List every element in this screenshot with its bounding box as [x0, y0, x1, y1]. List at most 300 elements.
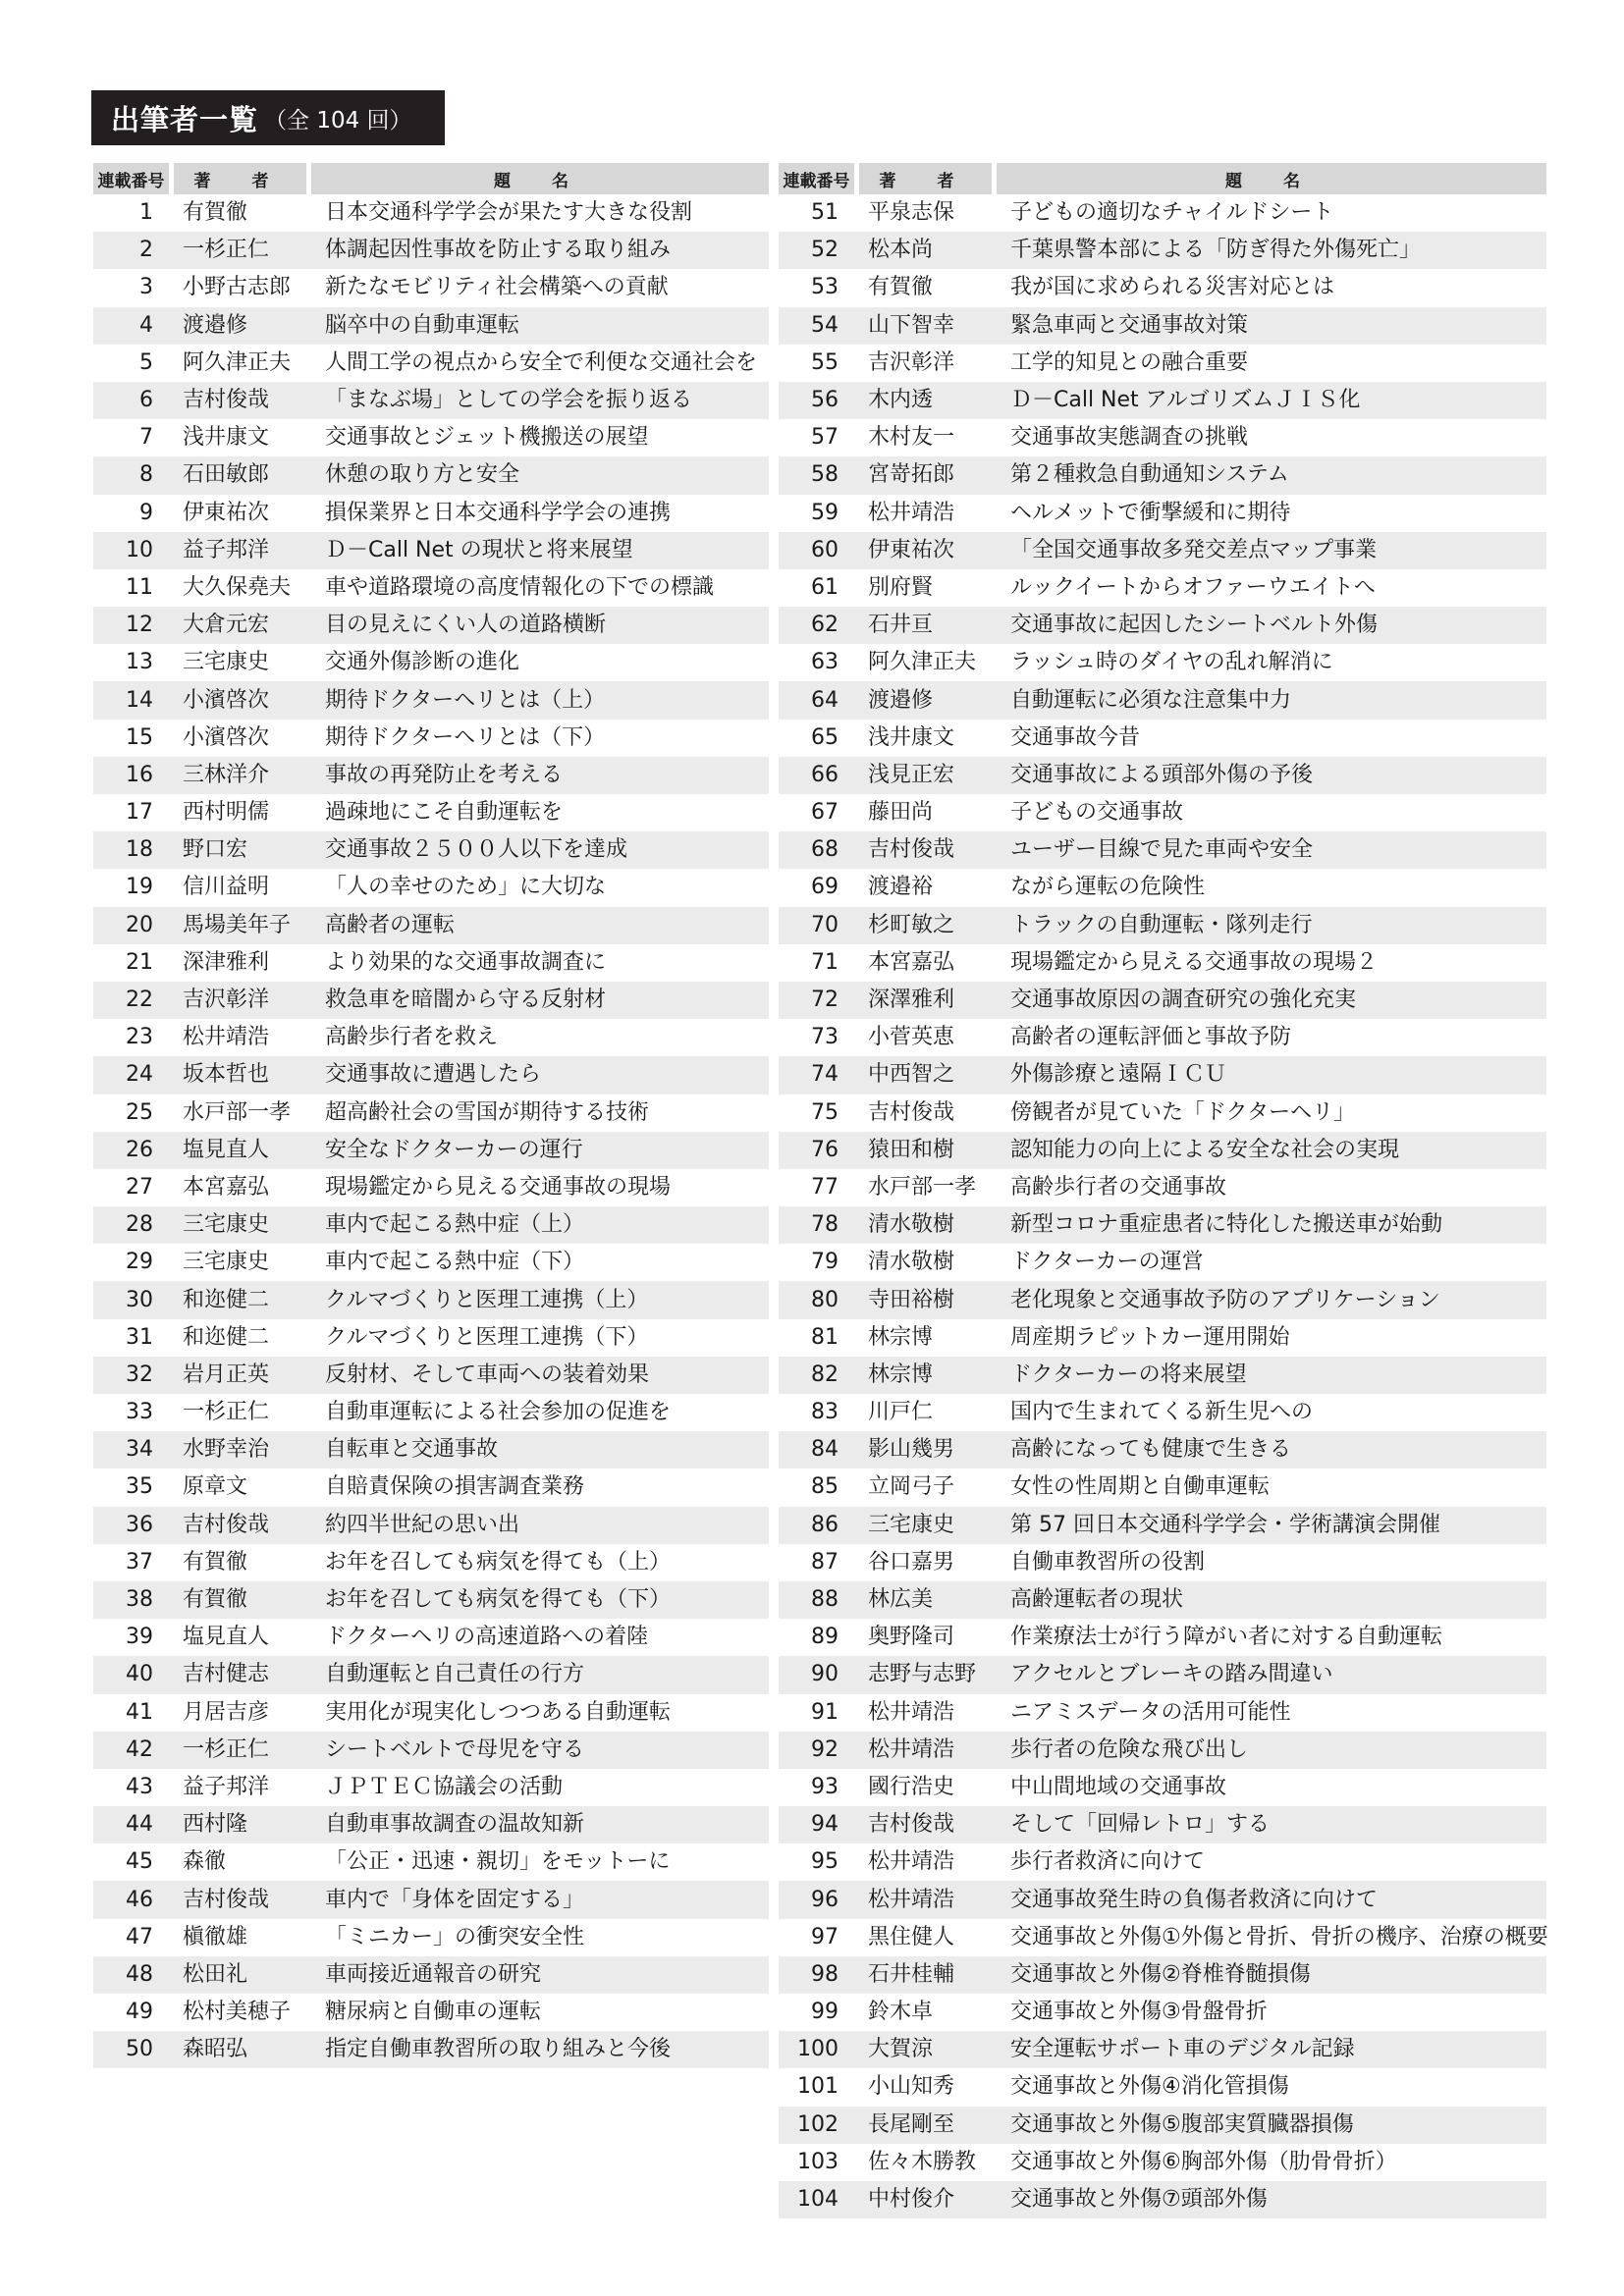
cell-author: 松井靖浩	[859, 1881, 997, 1918]
cell-title: 実用化が現実化しつつある自動運転	[325, 1699, 672, 1725]
cell-number: 103	[797, 2149, 839, 2174]
table-row	[779, 1281, 1546, 1318]
cell-number: 9	[139, 500, 153, 525]
cell-author: 益子邦洋	[174, 532, 311, 569]
cell-title: 工学的知見との融合重要	[1010, 349, 1249, 375]
cell-title: ニアミスデータの活用可能性	[1010, 1699, 1291, 1725]
cell-author: 松井靖浩	[859, 1732, 997, 1769]
cell-number: 19	[126, 875, 153, 900]
cell-number: 69	[811, 875, 839, 900]
cell-author: 寺田裕樹	[859, 1281, 997, 1318]
cell-number: 91	[811, 1699, 839, 1725]
cell-author: 吉村俊哉	[859, 1806, 997, 1843]
cell-number: 60	[779, 532, 859, 569]
cell-number: 102	[779, 2107, 859, 2144]
cell-number: 45	[126, 1849, 153, 1875]
cell-author: 大賀涼	[859, 2031, 997, 2068]
cell-number: 37	[126, 1549, 153, 1575]
cell-author: 益子邦洋	[183, 1774, 270, 1799]
cell-title: 事故の再発防止を考える	[311, 757, 769, 794]
cell-title: 目の見えにくい人の道路横断	[311, 607, 769, 644]
cell-number: 53	[811, 275, 839, 300]
cell-number: 28	[93, 1206, 174, 1244]
cell-author: 林広美	[859, 1581, 997, 1619]
cell-title: 老化現象と交通事故予防のアプリケーション	[997, 1281, 1546, 1318]
cell-title: 脳卒中の自動車運転	[311, 307, 769, 345]
cell-number: 24	[93, 1056, 174, 1094]
cell-title: 指定自働車教習所の取り組みと今後	[311, 2031, 769, 2068]
column-header-title: 題 名	[311, 163, 769, 194]
cell-number: 7	[139, 425, 153, 451]
table-row	[93, 1769, 769, 1806]
cell-number: 72	[779, 982, 859, 1019]
cell-author: 國行浩史	[868, 1774, 955, 1799]
cell-author: 原章文	[183, 1474, 248, 1500]
cell-author: 大倉元宏	[174, 607, 311, 644]
table-row	[93, 419, 769, 456]
cell-title: 現場鑑定から見える交通事故の現場２	[1010, 949, 1379, 975]
cell-author: 別府賢	[868, 574, 934, 600]
cell-author: 三宅康史	[183, 650, 270, 675]
table-row	[93, 1507, 769, 1544]
table-row	[93, 944, 769, 982]
table-row	[779, 1994, 1546, 2031]
cell-number: 97	[811, 1924, 839, 1949]
cell-author: 長尾剛至	[859, 2107, 997, 2144]
cell-number: 18	[93, 831, 174, 869]
cell-author: 森昭弘	[174, 2031, 311, 2068]
cell-number: 32	[93, 1357, 174, 1394]
cell-number: 61	[811, 574, 839, 600]
table-row	[779, 1468, 1546, 1506]
table-row	[93, 1431, 769, 1468]
cell-title: 新型コロナ重症患者に特化した搬送車が始動	[997, 1206, 1546, 1244]
cell-author: 猿田和樹	[859, 1132, 997, 1169]
cell-title: 車内で起こる熱中症（上）	[311, 1206, 769, 1244]
cell-author: 松田礼	[174, 1956, 311, 1994]
column-header-title: 題 名	[997, 163, 1546, 194]
cell-title: 交通事故今昔	[1010, 724, 1141, 750]
cell-author: 木村友一	[868, 425, 955, 451]
table-body-right	[779, 194, 1546, 2218]
cell-number: 79	[811, 1250, 839, 1275]
cell-author: 志野与志野	[859, 1656, 997, 1693]
table-row	[779, 2181, 1546, 2218]
table-row	[93, 1056, 769, 1094]
table-row	[93, 1357, 769, 1394]
cell-title: ユーザー目線で見た車両や安全	[997, 831, 1546, 869]
table-row	[93, 1619, 769, 1656]
cell-title: 体調起因性事故を防止する取り組み	[311, 232, 769, 269]
cell-author: 奥野隆司	[868, 1625, 955, 1650]
cell-author: 林宗博	[859, 1357, 997, 1394]
column-header-author: 著 者	[174, 163, 311, 194]
cell-number: 25	[126, 1099, 153, 1125]
cell-author: 槇徹雄	[183, 1924, 248, 1949]
cell-number: 2	[93, 232, 174, 269]
cell-title: 過疎地にこそ自動運転を	[325, 800, 564, 826]
cell-title: 高齢運転者の現状	[997, 1581, 1546, 1619]
cell-number: 100	[779, 2031, 859, 2068]
table-row	[779, 1431, 1546, 1468]
cell-number: 62	[779, 607, 859, 644]
cell-number: 48	[93, 1956, 174, 1994]
cell-number: 85	[811, 1474, 839, 1500]
table-row	[93, 1468, 769, 1506]
cell-author: 月居吉彦	[183, 1699, 270, 1725]
cell-title: 現場鑑定から見える交通事故の現場	[325, 1174, 672, 1200]
cell-title: 自動車事故調査の温故知新	[311, 1806, 769, 1843]
cell-author: 吉村俊哉	[174, 1507, 311, 1544]
cell-title: 期待ドクターヘリとは（下）	[325, 724, 606, 750]
cell-author: 清水敬樹	[859, 1206, 997, 1244]
cell-number: 51	[811, 200, 839, 226]
cell-title: 交通事故２５００人以下を達成	[311, 831, 769, 869]
cell-title: シートベルトで母児を守る	[311, 1732, 769, 1769]
cell-number: 35	[126, 1474, 153, 1500]
table-row	[779, 1206, 1546, 1244]
cell-number: 55	[811, 349, 839, 375]
cell-number: 81	[811, 1324, 839, 1350]
cell-title: 子どもの適切なチャイルドシート	[1010, 200, 1334, 226]
cell-number: 84	[779, 1431, 859, 1468]
cell-number: 27	[126, 1174, 153, 1200]
cell-author: 塩見直人	[183, 1625, 270, 1650]
table-row	[93, 1694, 769, 1732]
table-row	[779, 1881, 1546, 1918]
cell-number: 56	[779, 382, 859, 419]
cell-author: 鈴木卓	[868, 2000, 934, 2025]
cell-title: お年を召しても病気を得ても（下）	[311, 1581, 769, 1619]
cell-author: 石井桂輔	[859, 1956, 997, 1994]
cell-title: 交通事故と外傷⑦頭部外傷	[997, 2181, 1546, 2218]
cell-author: 小山知秀	[868, 2074, 955, 2100]
cell-title: 安全運転サポート車のデジタル記録	[997, 2031, 1546, 2068]
cell-title: 交通事故と外傷②脊椎脊髄損傷	[997, 1956, 1546, 1994]
cell-number: 8	[93, 456, 174, 494]
cell-author: 大久保堯夫	[183, 574, 292, 600]
cell-title: 第 57 回日本交通科学学会・学術講演会開催	[997, 1507, 1546, 1544]
table-row	[779, 1581, 1546, 1619]
table-row	[93, 757, 769, 794]
page-title: 出筆者一覧	[111, 102, 259, 136]
cell-number: 17	[126, 800, 153, 826]
cell-title: 自動運転と自己責任の行方	[311, 1656, 769, 1693]
cell-number: 6	[93, 382, 174, 419]
table-row	[779, 869, 1546, 906]
cell-author: 本宮嘉弘	[868, 949, 955, 975]
table-row	[93, 1244, 769, 1281]
cell-number: 47	[126, 1924, 153, 1949]
cell-author: 吉村俊哉	[859, 831, 997, 869]
cell-number: 58	[779, 456, 859, 494]
cell-title: 日本交通科学学会が果たす大きな役割	[325, 200, 693, 226]
table-row	[779, 307, 1546, 345]
table-row	[93, 1656, 769, 1693]
table-row	[93, 644, 769, 681]
cell-title: 交通外傷診断の進化	[325, 650, 520, 675]
cell-number: 16	[93, 757, 174, 794]
table-row	[93, 345, 769, 382]
cell-number: 39	[126, 1625, 153, 1650]
cell-title: ドクターカーの運営	[1010, 1250, 1204, 1275]
cell-author: 小菅英恵	[868, 1025, 955, 1050]
table-row	[93, 720, 769, 757]
author-table-left	[93, 163, 769, 2068]
cell-title: 高齢者の運転評価と事故予防	[1010, 1025, 1292, 1050]
cell-number: 65	[811, 724, 839, 750]
cell-author: 水戸部一孝	[183, 1099, 292, 1125]
cell-author: 山下智幸	[859, 307, 997, 345]
cell-title: 「公正・迅速・親切」をモットーに	[325, 1849, 671, 1875]
table-row	[779, 757, 1546, 794]
cell-author: 吉村俊哉	[174, 1881, 311, 1918]
table-row	[93, 1806, 769, 1843]
table-row	[93, 1956, 769, 1994]
cell-author: 立岡弓子	[868, 1474, 955, 1500]
table-row	[93, 794, 769, 831]
table-row	[779, 232, 1546, 269]
cell-author: 松井靖浩	[868, 1699, 955, 1725]
table-row	[779, 532, 1546, 569]
cell-author: 松本尚	[859, 232, 997, 269]
table-row	[779, 1244, 1546, 1281]
cell-author: 坂本哲也	[174, 1056, 311, 1094]
cell-author: 松井靖浩	[868, 500, 955, 525]
table-row	[93, 1544, 769, 1581]
cell-number: 63	[811, 650, 839, 675]
table-row	[779, 944, 1546, 982]
cell-author: 和迩健二	[174, 1281, 311, 1318]
cell-title: 自動車運転による社会参加の促進を	[325, 1400, 672, 1425]
table-row	[779, 1394, 1546, 1431]
cell-title: 「全国交通事故多発交差点マップ事業	[997, 532, 1546, 569]
cell-number: 57	[811, 425, 839, 451]
cell-author: 杉町敏之	[859, 907, 997, 944]
cell-author: 小濱啓次	[183, 724, 270, 750]
cell-title: ドクターカーの将来展望	[997, 1357, 1546, 1394]
cell-title: 傍観者が見ていた「ドクターヘリ」	[1010, 1099, 1356, 1125]
table-row	[779, 1319, 1546, 1357]
cell-number: 31	[126, 1324, 153, 1350]
table-row	[779, 1507, 1546, 1544]
cell-author: 宮嵜拓郎	[859, 456, 997, 494]
cell-author: 木内透	[859, 382, 997, 419]
cell-author: 和迩健二	[183, 1324, 270, 1350]
cell-number: 66	[779, 757, 859, 794]
cell-title: 我が国に求められる災害対応とは	[1010, 275, 1335, 300]
table-body-left	[93, 194, 769, 2068]
cell-author: 黒住健人	[868, 1924, 955, 1949]
table-row	[93, 982, 769, 1019]
table-row	[779, 419, 1546, 456]
cell-number: 1	[139, 200, 153, 226]
table-row	[779, 907, 1546, 944]
table-row	[93, 269, 769, 306]
cell-author: 吉村俊哉	[174, 382, 311, 419]
cell-title: 新たなモビリティ社会構築への貢献	[325, 275, 669, 300]
table-row	[779, 1544, 1546, 1581]
cell-title: 超高齢社会の雪国が期待する技術	[325, 1099, 650, 1125]
cell-number: 21	[126, 949, 153, 975]
cell-number: 68	[779, 831, 859, 869]
cell-number: 40	[93, 1656, 174, 1693]
cell-title: 期待ドクターヘリとは（上）	[311, 681, 769, 719]
cell-title: 交通事故と外傷⑤腹部実質臓器損傷	[997, 2107, 1546, 2144]
cell-number: 41	[126, 1699, 153, 1725]
cell-number: 42	[93, 1732, 174, 1769]
cell-number: 46	[93, 1881, 174, 1918]
table-row	[93, 2031, 769, 2068]
cell-author: 阿久津正夫	[868, 650, 977, 675]
author-table-right	[779, 163, 1546, 2218]
cell-author: 森徹	[183, 1849, 227, 1875]
table-row	[93, 1095, 769, 1132]
cell-title: 高齢になっても健康で生きる	[997, 1431, 1546, 1468]
cell-title: 交通事故と外傷①外傷と骨折、骨折の機序、治療の概要	[1010, 1924, 1548, 1949]
cell-number: 64	[779, 681, 859, 719]
table-row	[93, 569, 769, 607]
cell-author: 松村美穂子	[183, 2000, 292, 2025]
table-row	[93, 1169, 769, 1206]
cell-author: 馬場美年子	[174, 907, 311, 944]
cell-author: 野口宏	[174, 831, 311, 869]
cell-number: 14	[93, 681, 174, 719]
cell-author: 一杉正仁	[174, 232, 311, 269]
cell-author: 水戸部一孝	[868, 1174, 977, 1200]
cell-number: 26	[93, 1132, 174, 1169]
cell-author: 藤田尚	[868, 800, 934, 826]
cell-title: お年を召しても病気を得ても（上）	[325, 1549, 672, 1575]
cell-number: 11	[126, 574, 153, 600]
table-row	[93, 1206, 769, 1244]
cell-title: 周産期ラピットカー運用開始	[1010, 1324, 1290, 1350]
cell-title: 自動運転に必須な注意集中力	[997, 681, 1546, 719]
table-row	[779, 495, 1546, 532]
cell-author: 渡邉裕	[868, 875, 934, 900]
cell-number: 86	[779, 1507, 859, 1544]
cell-title: 国内で生まれてくる新生児への	[1010, 1400, 1314, 1425]
cell-title: 救急車を暗闇から守る反射材	[311, 982, 769, 1019]
table-row	[779, 2144, 1546, 2181]
cell-author: 岩月正英	[174, 1357, 311, 1394]
table-row	[779, 345, 1546, 382]
cell-author: 小野古志郎	[183, 275, 292, 300]
cell-title: 車両接近通報音の研究	[311, 1956, 769, 1994]
cell-author: 渡邉修	[174, 307, 311, 345]
cell-number: 38	[93, 1581, 174, 1619]
cell-author: 塩見直人	[174, 1132, 311, 1169]
cell-title: 交通事故と外傷⑥胸部外傷（肋骨骨折）	[1010, 2149, 1397, 2174]
cell-title: 自賠責保険の損害調査業務	[325, 1474, 585, 1500]
table-row	[779, 1656, 1546, 1693]
cell-number: 30	[93, 1281, 174, 1318]
table-row	[93, 1919, 769, 1956]
table-row	[779, 1357, 1546, 1394]
cell-title: 第２種救急自動通知システム	[997, 456, 1546, 494]
cell-author: 三宅康史	[859, 1507, 997, 1544]
cell-title: 交通事故による頭部外傷の予後	[997, 757, 1546, 794]
cell-author: 有賀徹	[174, 1581, 311, 1619]
cell-number: 77	[811, 1174, 839, 1200]
table-row	[93, 232, 769, 269]
cell-number: 12	[93, 607, 174, 644]
cell-author: 三宅康史	[174, 1206, 311, 1244]
cell-title: 「まなぶ場」としての学会を振り返る	[311, 382, 769, 419]
table-row	[779, 1956, 1546, 1994]
table-row	[93, 1019, 769, 1056]
cell-number: 96	[779, 1881, 859, 1918]
cell-number: 78	[779, 1206, 859, 1244]
cell-author: 石田敏郎	[174, 456, 311, 494]
table-row	[779, 1169, 1546, 1206]
cell-number: 23	[126, 1025, 153, 1050]
table-row	[93, 1881, 769, 1918]
table-row	[93, 869, 769, 906]
cell-author: 吉沢彰洋	[868, 349, 955, 375]
cell-title: 損保業界と日本交通科学学会の連携	[325, 500, 672, 525]
cell-number: 99	[811, 2000, 839, 2025]
cell-number: 88	[779, 1581, 859, 1619]
cell-author: 一杉正仁	[183, 1400, 270, 1425]
table-row	[93, 456, 769, 494]
cell-author: 中村俊介	[859, 2181, 997, 2218]
column-header-author: 著 者	[859, 163, 997, 194]
table-row	[779, 1132, 1546, 1169]
cell-title: 中山間地域の交通事故	[1010, 1774, 1227, 1799]
table-row	[779, 831, 1546, 869]
cell-number: 82	[779, 1357, 859, 1394]
table-row	[779, 2031, 1546, 2068]
cell-title: 交通事故に遭遇したら	[311, 1056, 769, 1094]
cell-author: 吉沢彰洋	[174, 982, 311, 1019]
cell-title: ＪＰＴＥＣ協議会の活動	[325, 1774, 564, 1799]
cell-title: トラックの自動運転・隊列走行	[997, 907, 1546, 944]
cell-author: 影山幾男	[859, 1431, 997, 1468]
cell-title: 「ミニカー」の衝突安全性	[325, 1924, 585, 1949]
cell-author: 深澤雅利	[859, 982, 997, 1019]
table-row	[779, 2107, 1546, 2144]
cell-title: 認知能力の向上による安全な社会の実現	[997, 1132, 1546, 1169]
cell-title: ルックイートからオファーウエイトへ	[1010, 574, 1376, 600]
table-row	[93, 1281, 769, 1318]
cell-number: 43	[126, 1774, 153, 1799]
table-row	[779, 456, 1546, 494]
table-row	[779, 982, 1546, 1019]
cell-number: 93	[811, 1774, 839, 1799]
table-row	[779, 569, 1546, 607]
cell-number: 90	[779, 1656, 859, 1693]
cell-number: 73	[811, 1025, 839, 1050]
cell-author: 吉村健志	[174, 1656, 311, 1693]
cell-title: 約四半世紀の思い出	[311, 1507, 769, 1544]
table-row	[93, 1994, 769, 2031]
table-row	[779, 1843, 1546, 1881]
cell-title: 車内で起こる熱中症（下）	[325, 1250, 585, 1275]
cell-title: 車や道路環境の高度情報化の下での標識	[325, 574, 715, 600]
cell-title: 高齢歩行者の交通事故	[1010, 1174, 1227, 1200]
cell-title: 人間工学の視点から安全で利便な交通社会を	[325, 349, 758, 375]
cell-number: 50	[93, 2031, 174, 2068]
cell-title: 交通事故発生時の負傷者救済に向けて	[997, 1881, 1546, 1918]
cell-title: 休憩の取り方と安全	[311, 456, 769, 494]
table-row	[93, 1394, 769, 1431]
table-row	[93, 907, 769, 944]
cell-number: 94	[779, 1806, 859, 1843]
table-row	[93, 607, 769, 644]
cell-author: 川戸仁	[868, 1400, 934, 1425]
cell-title: より効果的な交通事故調査に	[325, 949, 607, 975]
